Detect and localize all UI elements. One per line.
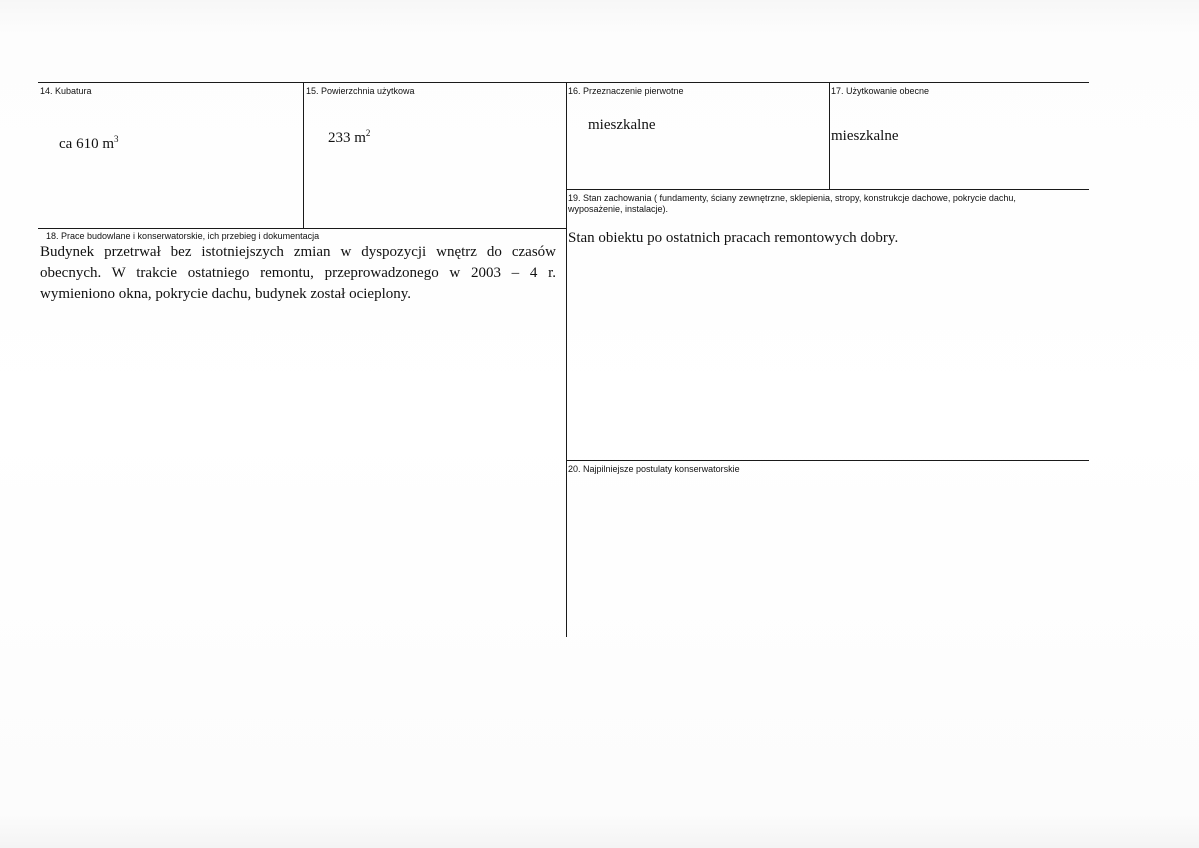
field-15-label: 15. Powierzchnia użytkowa <box>306 86 415 96</box>
field-17-label: 17. Użytkowanie obecne <box>831 86 930 96</box>
field-15-value-text: 233 m <box>328 130 366 146</box>
field-20-label: 20. Najpilniejsze postulaty konserwatorskie <box>568 464 740 474</box>
field-17-value: mieszkalne <box>831 128 899 144</box>
field-19-value: Stan obiektu po ostatnich pracach remontowych dobry. <box>568 230 899 246</box>
field-19-label <box>568 193 1068 215</box>
rule-above-19 <box>566 189 1089 190</box>
field-18-line-3: wymieniono okna, pokrycie dachu, budynek został ocieplony. <box>40 286 412 302</box>
field-18-line-2: obecnych. W trakcie ostatniego remontu, przeprowadzonego w 2003 – 4 r. <box>40 265 556 281</box>
rule-above-20 <box>566 460 1089 461</box>
field-14-value <box>59 135 118 153</box>
top-rule <box>38 82 1089 83</box>
field-14-value-text: ca 610 m <box>59 136 114 152</box>
field-14-label: 14. Kubatura <box>40 86 92 96</box>
field-16-value: mieszkalne <box>588 117 656 133</box>
divider-15-16 <box>566 82 567 637</box>
divider-16-17 <box>829 82 830 190</box>
field-18-line-1: Budynek przetrwał bez istotniejszych zmian w dyspozycji wnętrz do czasów <box>40 244 556 260</box>
rule-above-18 <box>38 228 566 229</box>
field-19-label-line-1: 19. Stan zachowania ( fundamenty, ściany zewnętrzne, sklepienia, stropy, konstrukcje dachowe, pokrycie dachu, <box>568 193 1016 203</box>
field-15-unit-exponent: 2 <box>365 128 371 138</box>
divider-14-15 <box>303 82 304 228</box>
field-18-text <box>40 242 556 305</box>
field-16-label: 16. Przeznaczenie pierwotne <box>568 86 684 96</box>
field-19-label-line-2: wyposażenie, instalacje). <box>568 204 669 214</box>
field-15-value <box>328 129 370 147</box>
field-14-unit-exponent: 3 <box>113 134 119 144</box>
field-18-label: 18. Prace budowlane i konserwatorskie, ich przebieg i dokumentacja <box>46 231 320 241</box>
